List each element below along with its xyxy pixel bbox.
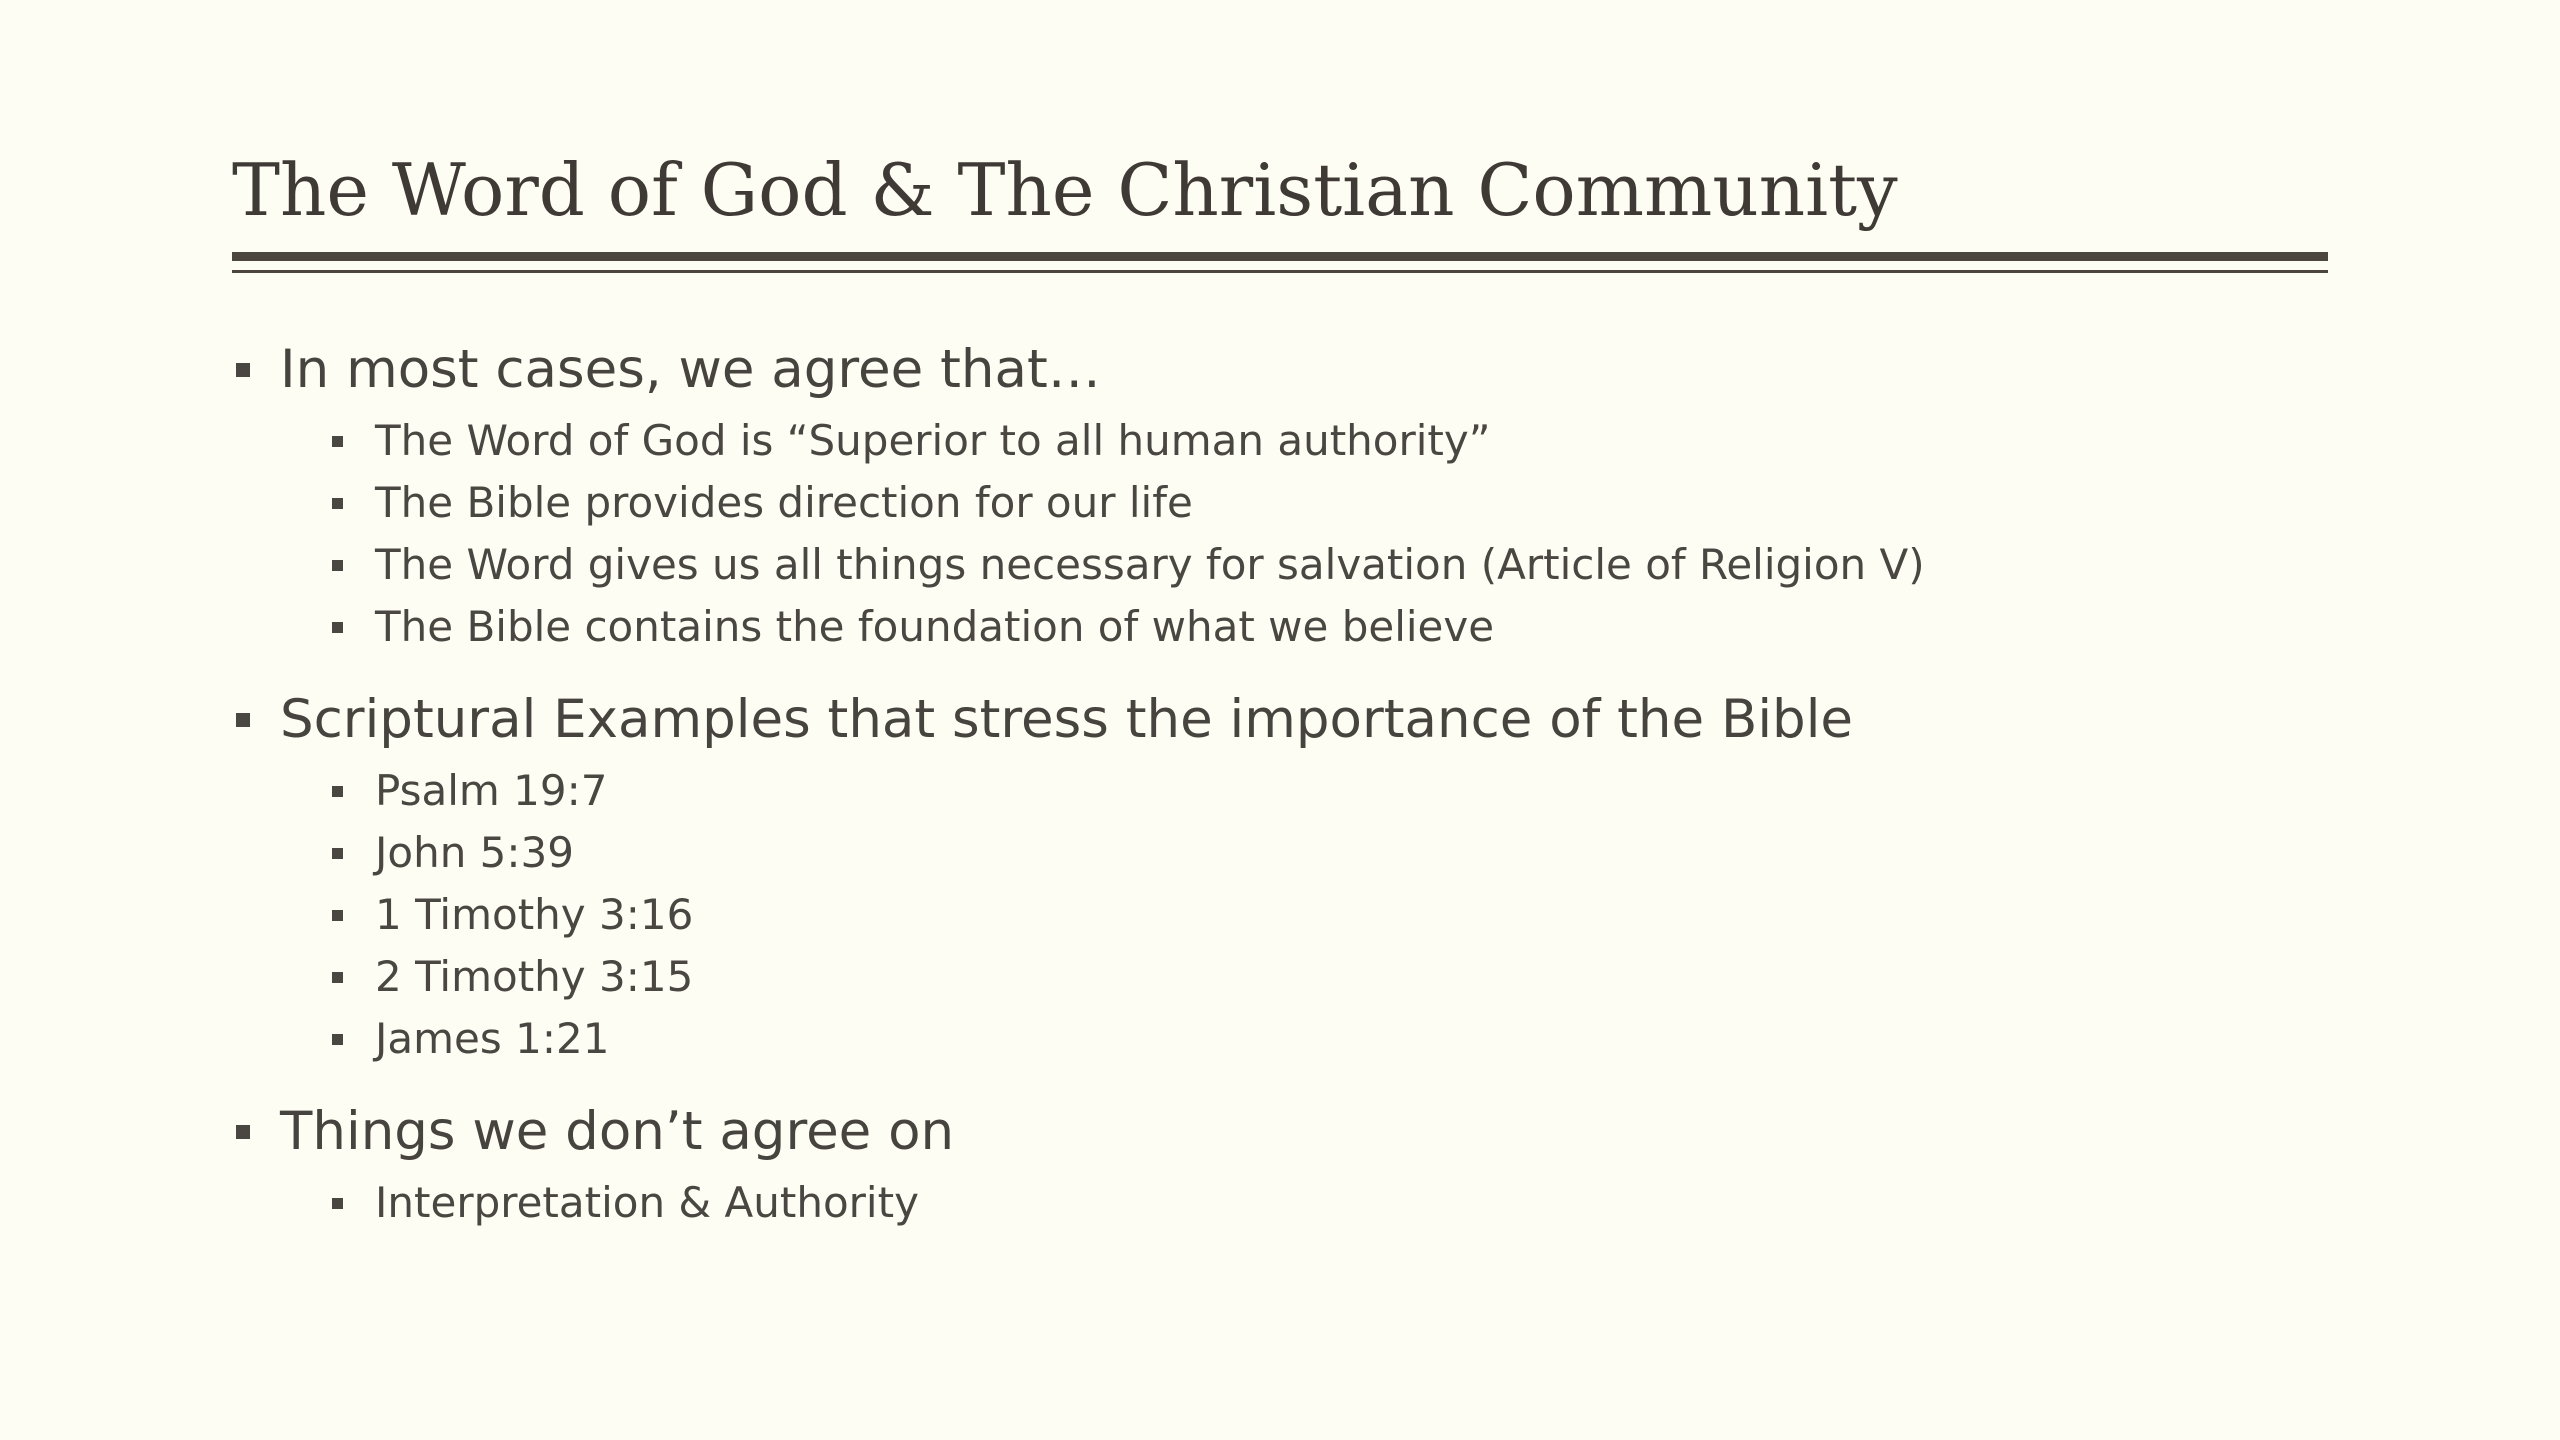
list-item-text: Interpretation & Authority [375, 1178, 919, 1227]
list-item-text: The Word gives us all things necessary for salvation (Article of Religion V) [375, 540, 1925, 589]
list-item [332, 822, 2328, 884]
list-item [332, 884, 2328, 946]
bullet-list [232, 330, 2328, 1234]
square-bullet-icon [332, 622, 343, 633]
list-item-text: James 1:21 [375, 1014, 610, 1063]
square-bullet-icon [332, 786, 343, 797]
sub-list [232, 760, 2328, 1070]
sub-list [232, 410, 2328, 658]
slide-title: The Word of God & The Christian Community [232, 148, 1898, 232]
section-heading: Scriptural Examples that stress the importance of the Bible [280, 689, 1854, 750]
square-bullet-icon [332, 910, 343, 921]
square-bullet-icon [332, 436, 343, 447]
list-item-text: 2 Timothy 3:15 [375, 952, 694, 1001]
list-item-text: 1 Timothy 3:16 [375, 890, 694, 939]
square-bullet-icon [236, 713, 250, 727]
title-rule-thick [232, 252, 2328, 261]
list-item-text: The Bible provides direction for our life [375, 478, 1193, 527]
list-item-text: The Bible contains the foundation of what we believe [375, 602, 1495, 651]
square-bullet-icon [236, 363, 250, 377]
square-bullet-icon [332, 972, 343, 983]
list-item [332, 410, 2328, 472]
square-bullet-icon [332, 498, 343, 509]
square-bullet-icon [332, 1034, 343, 1045]
list-item-text: Psalm 19:7 [375, 766, 608, 815]
title-rule-thin [232, 270, 2328, 273]
section-heading: In most cases, we agree that… [280, 339, 1101, 400]
section-agreement [232, 330, 2328, 658]
list-item [332, 1172, 2328, 1234]
list-item [332, 1008, 2328, 1070]
section-scriptural-examples [232, 680, 2328, 1070]
section-heading: Things we don’t agree on [280, 1101, 955, 1162]
list-item [332, 596, 2328, 658]
square-bullet-icon [236, 1125, 250, 1139]
square-bullet-icon [332, 560, 343, 571]
list-item [332, 760, 2328, 822]
section-disagreement [232, 1092, 2328, 1234]
list-item [332, 946, 2328, 1008]
list-item-text: John 5:39 [375, 828, 574, 877]
list-item [332, 534, 2328, 596]
square-bullet-icon [332, 1198, 343, 1209]
list-item [332, 472, 2328, 534]
list-item-text: The Word of God is “Superior to all human authority” [375, 416, 1491, 465]
square-bullet-icon [332, 848, 343, 859]
sub-list [232, 1172, 2328, 1234]
slide-content [232, 330, 2328, 1330]
